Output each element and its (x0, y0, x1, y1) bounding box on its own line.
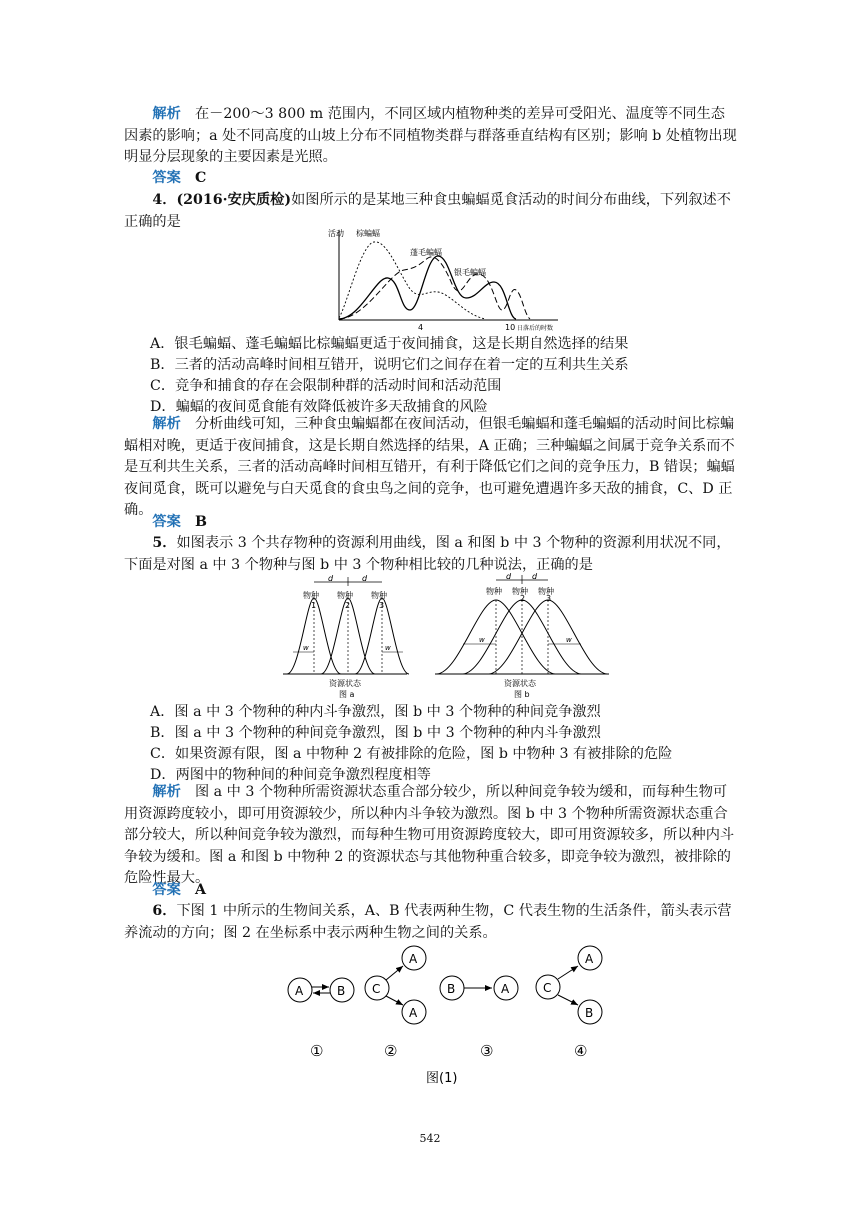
d-label-1: d (328, 574, 334, 583)
x-label-a: 资源状态 (329, 679, 361, 688)
option-a: A．银毛蝙蝠、蓬毛蝙蝠比棕蝙蝠更适于夜间捕食，这是长期自然选择的结果 (150, 336, 629, 352)
question-number: 4． (152, 192, 177, 208)
answer-label: 答案 (152, 514, 181, 530)
caption-b: 图 b (514, 690, 530, 699)
question-stem: 如图表示 3 个共存物种的资源利用曲线，图 a 和图 b 中 3 个物种的资源利用状况不同，下面是对图 a 中 3 个物种与图 b 中 3 个物种相比较的几种说法，正确的是 (124, 535, 731, 573)
question-stem: 下图 1 中所示的生物间关系，A、B 代表两种生物，C 代表生物的生活条件，箭头表示营养流动的方向；图 2 在坐标系中表示两种生物之间的关系。 (124, 903, 732, 941)
caption-a: 图 a (339, 690, 355, 699)
q4-analysis (124, 414, 738, 522)
question-number: 6． (152, 903, 177, 919)
option-d: D．两图中的物种间的种间竞争激烈程度相等 (150, 767, 431, 783)
diagram-2 (365, 946, 426, 1060)
q5-analysis (124, 782, 738, 890)
species-3-label-b: 物种 (538, 587, 554, 596)
species-2-label-b: 物种 (512, 587, 528, 596)
species-1-label-b: 物种 (486, 587, 502, 596)
node-b: B (447, 982, 456, 996)
w-label-4: w (566, 636, 572, 644)
bat-activity-figure (326, 222, 566, 334)
species-3-number: 3 (379, 601, 385, 610)
node-c: C (372, 982, 381, 996)
node-b: B (585, 1006, 594, 1020)
option-c: C．竞争和捕食的存在会限制种群的活动时间和活动范围 (150, 378, 502, 394)
species-2-label: 物种 (337, 591, 353, 600)
label-yin: 银毛蝙蝠 (454, 268, 486, 277)
option-c: C．如果资源有限，图 a 中物种 2 有被排除的危险，图 b 中物种 3 有被排除的危险 (150, 746, 673, 762)
answer-label: 答案 (152, 882, 181, 898)
analysis-text: 图 a 中 3 个物种所需资源状态重合部分较少，所以种间竞争较为缓和，而每种生物可用资源跨度较小，即可用资源较少，所以种内斗争较为激烈。图 b 中 3 个物种所需资源状态重合部分较大，所以种间竞争较为激烈，而每种生物可用资源跨度较大，即可用资源较多，所以种内斗争较为缓和。图 a 和图 b 中物种 2 的资源状态与其他物种重合较多，即竞争较为激烈，被排除的危险性最大。 (124, 784, 735, 886)
question-number: 5． (152, 535, 177, 551)
node-b: B (337, 984, 346, 998)
analysis-label: 解析 (152, 416, 181, 432)
curve-peng (339, 256, 516, 319)
relationship-figure (280, 942, 620, 1084)
x-axis-label: 日落后的时数 (517, 325, 554, 332)
x-label-b: 资源状态 (504, 679, 536, 688)
node-c: C (543, 981, 552, 995)
diagram-3 (440, 976, 518, 1060)
d-label-4: d (532, 572, 538, 581)
resource-use-figure (283, 572, 613, 700)
option-d: D．蝙蝠的夜间觅食能有效降低被许多天敌捕食的风险 (150, 399, 488, 415)
analysis-label: 解析 (152, 784, 181, 800)
tick-10: 10 (505, 323, 516, 332)
d-label-3: d (506, 572, 512, 581)
answer-value: B (194, 514, 207, 530)
q3-answer (124, 168, 738, 190)
diagram-1 (288, 978, 354, 1060)
species-2-number-b: 2 (520, 594, 526, 603)
analysis-text: 在－200～3 800 m 范围内，不同区域内植物种类的差异可受阳光、温度等不同生态因素的影响；a 处不同高度的山坡上分布不同植物类群与群落垂直结构有区别；影响 b 处植物出现明显分层现象的主要因素是光照。 (124, 106, 737, 165)
species-1-number: 1 (311, 601, 317, 610)
label-4: ④ (574, 1042, 588, 1060)
analysis-text: 分析曲线可知，三种食虫蝙蝠都在夜间活动，但银毛蝙蝠和蓬毛蝙蝠的活动时间比棕蝙蝠相对晚，更适于夜间捕食，这是长期自然选择的结果，A 正确；三种蝙蝠之间属于竞争关系而不是互利共生关系，三者的活动高峰时间相互错开，有利于降低它们之间的竞争压力，B 错误；蝙蝠夜间觅食，既可以避免与白天觅食的食虫鸟之间的竞争，也可避免遭遇许多天敌的捕食，C、D 正确。 (124, 416, 735, 518)
option-a: A．图 a 中 3 个物种的种内斗争激烈，图 b 中 3 个物种的种间竞争激烈 (150, 704, 601, 720)
label-peng: 蓬毛蝙蝠 (410, 248, 442, 257)
species-3-number-b: 3 (546, 594, 552, 603)
question-source: (2016·安庆质检) (176, 192, 292, 208)
label-zong: 棕蝙蝠 (356, 229, 380, 238)
node-a: A (585, 952, 594, 966)
answer-label: 答案 (152, 170, 181, 186)
q4-answer (124, 512, 738, 534)
tick-4: 4 (418, 323, 424, 332)
q5-answer (124, 880, 738, 902)
q6-stem (124, 901, 738, 944)
figure-caption: 图(1) (426, 1071, 458, 1084)
w-label-2: w (385, 644, 391, 652)
answer-value: A (194, 882, 206, 898)
species-2-number: 2 (345, 601, 351, 610)
node-a-top: A (409, 952, 418, 966)
q5-stem (124, 533, 738, 576)
q3-analysis (124, 104, 738, 169)
question-stem: 如图所示的是某地三种食虫蝙蝠觅食活动的时间分布曲线，下列叙述不正确的是 (124, 192, 731, 230)
figure-b (435, 572, 609, 699)
answer-value: C (194, 170, 207, 186)
node-a: A (501, 982, 510, 996)
option-b: B．三者的活动高峰时间相互错开，说明它们之间存在着一定的互利共生关系 (150, 357, 629, 373)
w-label-3: w (479, 636, 485, 644)
analysis-label: 解析 (152, 106, 181, 122)
label-3: ③ (480, 1042, 494, 1060)
w-label-1: w (303, 644, 309, 652)
label-2: ② (384, 1042, 398, 1060)
d-label-2: d (362, 574, 368, 583)
node-a-bottom: A (409, 1006, 418, 1020)
species-3-label: 物种 (371, 591, 387, 600)
page-number: 542 (419, 1132, 441, 1145)
y-axis-label: 活动 (328, 229, 344, 238)
node-a: A (295, 984, 304, 998)
label-1: ① (310, 1042, 324, 1060)
figure-a (283, 574, 409, 699)
diagram-4 (536, 946, 602, 1060)
option-b: B．图 a 中 3 个物种的种间竞争激烈，图 b 中 3 个物种的种内斗争激烈 (150, 725, 601, 741)
species-1-label: 物种 (303, 591, 319, 600)
